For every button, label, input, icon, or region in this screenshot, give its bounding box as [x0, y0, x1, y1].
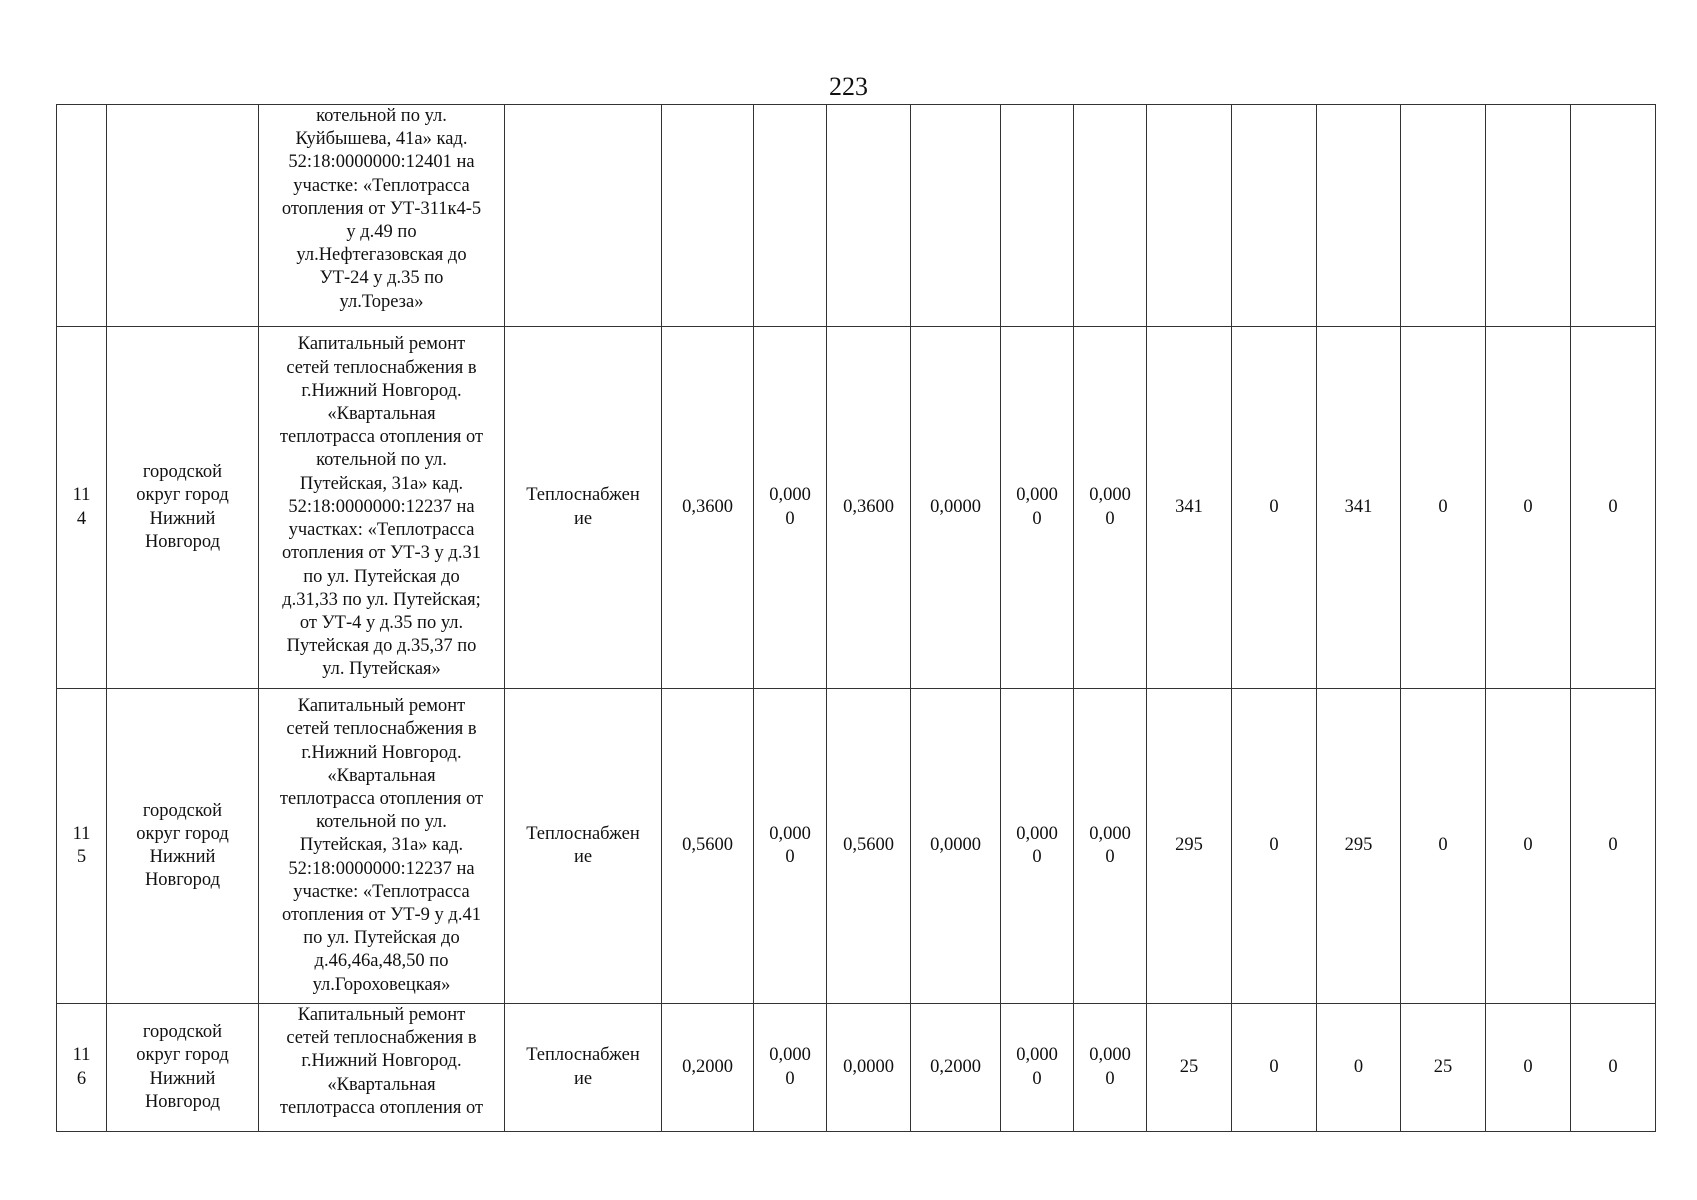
description-cell-line: УТ-24 у д.35 по [319, 268, 444, 289]
value-km-4 [911, 689, 1001, 1004]
municipality-cell-line: округ город [136, 485, 229, 506]
description-cell-line: теплотрасса отопления от [279, 427, 484, 448]
value-total-cost [1147, 105, 1232, 327]
value-km-2 [754, 1004, 827, 1132]
value-cost-2-line: 0 [1269, 835, 1279, 856]
value-cost-4-line: 0 [1438, 835, 1448, 856]
value-total-cost [1147, 1004, 1232, 1132]
value-km-2-line: 0 [785, 1068, 795, 1089]
value-km-4-line: 0,0000 [930, 496, 981, 517]
value-total-cost [1147, 689, 1232, 1004]
value-cost-4 [1401, 689, 1486, 1004]
description-cell-line: у д.49 по [346, 222, 417, 243]
utility-type-cell-line: Теплоснабжен [526, 485, 640, 506]
description-cell-line: ул.Гороховецкая» [312, 974, 451, 995]
value-total-cost-line: 341 [1175, 496, 1203, 517]
value-cost-3-line: 295 [1344, 835, 1373, 856]
description-cell-line: «Квартальная [327, 404, 436, 425]
row-number-cell [57, 327, 107, 689]
utility-type-cell [505, 105, 662, 327]
municipality-cell [107, 327, 259, 689]
value-km-4 [911, 105, 1001, 327]
value-km-3-line: 0,5600 [843, 835, 894, 856]
value-cost-4 [1401, 105, 1486, 327]
description-cell-line: Путейская, 31а» кад. [299, 473, 464, 494]
value-km-2-line: 0,000 [769, 823, 811, 844]
row-number-cell [57, 105, 107, 327]
value-cost-2 [1232, 105, 1317, 327]
description-cell-line: Капитальный ремонт [297, 696, 466, 717]
description-cell-line: д.46,46а,48,50 по [314, 951, 449, 972]
description-cell-line: г.Нижний Новгород. [301, 742, 462, 763]
utility-type-cell-line: ие [573, 508, 593, 529]
description-cell [259, 327, 505, 689]
value-total-cost [1147, 327, 1232, 689]
description-cell-line: котельной по ул. [316, 450, 447, 471]
description-cell-line: ул.Тореза» [339, 291, 424, 312]
value-km-2 [754, 327, 827, 689]
description-cell-line: сетей теплоснабжения в [286, 719, 477, 740]
value-cost-3 [1317, 327, 1401, 689]
description-cell-line: котельной по ул. [316, 812, 447, 833]
value-cost-6 [1571, 327, 1656, 689]
description-cell-line: «Квартальная [327, 1074, 436, 1095]
description-cell-line: от УТ-4 у д.35 по ул. [299, 612, 464, 633]
value-km-6-line: 0 [1105, 1068, 1115, 1089]
value-cost-3 [1317, 689, 1401, 1004]
value-cost-5 [1486, 327, 1571, 689]
value-km-6-line: 0,000 [1089, 1045, 1131, 1066]
value-km-2 [754, 689, 827, 1004]
row-number-cell-line: 5 [76, 847, 87, 867]
description-cell-line: по ул. Путейская до [303, 928, 460, 949]
value-km-3 [827, 105, 911, 327]
description-cell-line: Капитальный ремонт [297, 1005, 466, 1025]
row-number-cell [57, 1004, 107, 1132]
value-km-3 [827, 689, 911, 1004]
value-km-4 [911, 1004, 1001, 1132]
utility-type-cell [505, 327, 662, 689]
municipality-cell-line: Новгород [144, 1091, 221, 1112]
value-km-5 [1001, 327, 1074, 689]
value-cost-3-line: 341 [1344, 496, 1373, 517]
value-cost-6-line: 0 [1608, 496, 1618, 517]
value-km-3 [827, 327, 911, 689]
value-cost-6 [1571, 689, 1656, 1004]
value-km-6-line: 0 [1105, 847, 1115, 867]
municipality-cell-line: Нижний [149, 1068, 216, 1089]
municipality-cell-line: округ город [136, 823, 229, 844]
row-number-cell-line: 11 [72, 823, 91, 844]
description-cell-line: Путейская, 31а» кад. [299, 835, 464, 856]
utility-type-cell-line: ие [573, 1068, 593, 1089]
description-cell-line: ул.Нефтегазовская до [296, 245, 467, 266]
description-cell-line: теплотрасса отопления от [279, 788, 484, 809]
description-cell-line: отопления от УТ-3 у д.31 [282, 543, 481, 564]
description-cell-line: сетей теплоснабжения в [286, 1028, 477, 1049]
value-km-6 [1074, 105, 1147, 327]
value-km-6 [1074, 327, 1147, 689]
description-cell-line: отопления от УТ-9 у д.41 [282, 905, 481, 925]
value-cost-5-line: 0 [1523, 835, 1533, 856]
table-row [57, 1004, 1656, 1132]
value-km-2 [754, 105, 827, 327]
description-cell-line: Путейская до д.35,37 по [286, 636, 477, 657]
description-cell-line: д.31,33 по ул. Путейская; [282, 589, 481, 610]
value-km-3 [827, 1004, 911, 1132]
description-cell-line: котельной по ул. [316, 106, 447, 126]
value-km-5-line: 0 [1032, 1068, 1042, 1089]
utility-type-cell-line: ие [573, 847, 593, 867]
description-cell-line: теплотрасса отопления от [279, 1097, 484, 1118]
municipality-cell-line: Нижний [149, 508, 216, 529]
value-cost-4 [1401, 1004, 1486, 1132]
utility-type-cell [505, 1004, 662, 1132]
value-total-km-line: 0,3600 [682, 496, 733, 517]
description-cell-line: г.Нижний Новгород. [301, 1051, 462, 1072]
value-total-km [662, 105, 754, 327]
description-cell-line: Капитальный ремонт [297, 334, 466, 355]
value-total-km [662, 327, 754, 689]
municipality-cell-line: округ город [136, 1045, 229, 1066]
municipality-cell-line: городской [142, 1022, 223, 1043]
value-total-cost-line: 25 [1179, 1056, 1199, 1077]
value-total-cost-line: 295 [1175, 835, 1203, 856]
description-cell-line: Куйбышева, 41а» кад. [295, 129, 468, 150]
value-km-5 [1001, 689, 1074, 1004]
value-km-3-line: 0,3600 [843, 496, 894, 517]
value-km-2-line: 0 [785, 508, 795, 529]
row-number-cell [57, 689, 107, 1004]
description-cell [259, 1004, 505, 1132]
row-number-cell-line: 6 [76, 1068, 87, 1089]
value-cost-2 [1232, 1004, 1317, 1132]
value-cost-5 [1486, 689, 1571, 1004]
value-total-km-line: 0,2000 [682, 1056, 733, 1077]
value-km-5-line: 0,000 [1016, 1045, 1058, 1066]
value-km-6 [1074, 1004, 1147, 1132]
value-cost-2-line: 0 [1269, 496, 1279, 517]
value-total-km [662, 689, 754, 1004]
value-km-2-line: 0 [785, 847, 795, 867]
municipality-cell [107, 1004, 259, 1132]
utility-type-cell [505, 689, 662, 1004]
value-cost-6-line: 0 [1608, 835, 1618, 856]
municipality-cell-line: городской [142, 800, 223, 821]
municipality-cell-line: Новгород [144, 531, 221, 552]
value-cost-3 [1317, 1004, 1401, 1132]
value-km-6 [1074, 689, 1147, 1004]
value-km-4 [911, 327, 1001, 689]
value-km-5-line: 0 [1032, 847, 1042, 867]
value-cost-2 [1232, 689, 1317, 1004]
row-number-cell-line: 11 [72, 1045, 91, 1066]
value-cost-2 [1232, 327, 1317, 689]
page-number: 223 [829, 72, 868, 101]
value-km-5-line: 0,000 [1016, 485, 1058, 506]
value-cost-3 [1317, 105, 1401, 327]
value-km-5 [1001, 1004, 1074, 1132]
value-km-5 [1001, 105, 1074, 327]
value-cost-6 [1571, 1004, 1656, 1132]
description-cell-line: 52:18:0000000:12237 на [288, 496, 475, 517]
description-cell-line: 52:18:0000000:12237 на [288, 858, 475, 879]
capital-repair-table [56, 104, 1656, 1132]
table-row [57, 689, 1656, 1004]
value-cost-4-line: 25 [1433, 1056, 1453, 1077]
description-cell-line: 52:18:0000000:12401 на [288, 152, 475, 173]
description-cell-line: участках: «Теплотрасса [288, 520, 475, 541]
value-cost-6-line: 0 [1608, 1056, 1618, 1077]
utility-type-cell-line: Теплоснабжен [526, 1045, 640, 1066]
description-cell [259, 689, 505, 1004]
value-km-4-line: 0,2000 [930, 1056, 981, 1077]
description-cell-line: участке: «Теплотрасса [293, 175, 470, 196]
value-total-km [662, 1004, 754, 1132]
value-cost-4-line: 0 [1438, 496, 1448, 517]
value-cost-2-line: 0 [1269, 1056, 1279, 1077]
value-km-3-line: 0,0000 [843, 1056, 894, 1077]
value-cost-5-line: 0 [1523, 1056, 1533, 1077]
description-cell-line: «Квартальная [327, 765, 436, 786]
value-km-2-line: 0,000 [769, 1045, 811, 1066]
value-km-5-line: 0 [1032, 508, 1042, 529]
description-cell-line: ул. Путейская» [322, 659, 441, 680]
value-total-km-line: 0,5600 [682, 835, 733, 856]
description-cell-line: участке: «Теплотрасса [293, 881, 470, 902]
value-cost-5-line: 0 [1523, 496, 1533, 517]
value-cost-3-line: 0 [1353, 1056, 1364, 1077]
value-cost-5 [1486, 1004, 1571, 1132]
municipality-cell [107, 105, 259, 327]
value-cost-5 [1486, 105, 1571, 327]
value-km-6-line: 0,000 [1089, 823, 1131, 844]
description-cell-line: г.Нижний Новгород. [301, 380, 462, 401]
table-row [57, 327, 1656, 689]
table-row [57, 105, 1656, 327]
value-km-2-line: 0,000 [769, 485, 811, 506]
value-km-6-line: 0,000 [1089, 485, 1131, 506]
municipality-cell-line: Нижний [149, 847, 216, 867]
description-cell [259, 105, 505, 327]
description-cell-line: по ул. Путейская до [303, 566, 460, 587]
value-km-5-line: 0,000 [1016, 823, 1058, 844]
municipality-cell-line: Новгород [144, 870, 221, 891]
description-cell-line: отопления от УТ-311к4-5 [281, 198, 482, 219]
municipality-cell [107, 689, 259, 1004]
value-cost-6 [1571, 105, 1656, 327]
row-number-cell-line: 11 [72, 485, 91, 506]
value-km-4-line: 0,0000 [930, 835, 981, 856]
description-cell-line: сетей теплоснабжения в [286, 357, 477, 378]
value-km-6-line: 0 [1105, 508, 1115, 529]
municipality-cell-line: городской [142, 462, 223, 483]
utility-type-cell-line: Теплоснабжен [526, 823, 640, 844]
value-cost-4 [1401, 327, 1486, 689]
row-number-cell-line: 4 [76, 508, 87, 529]
